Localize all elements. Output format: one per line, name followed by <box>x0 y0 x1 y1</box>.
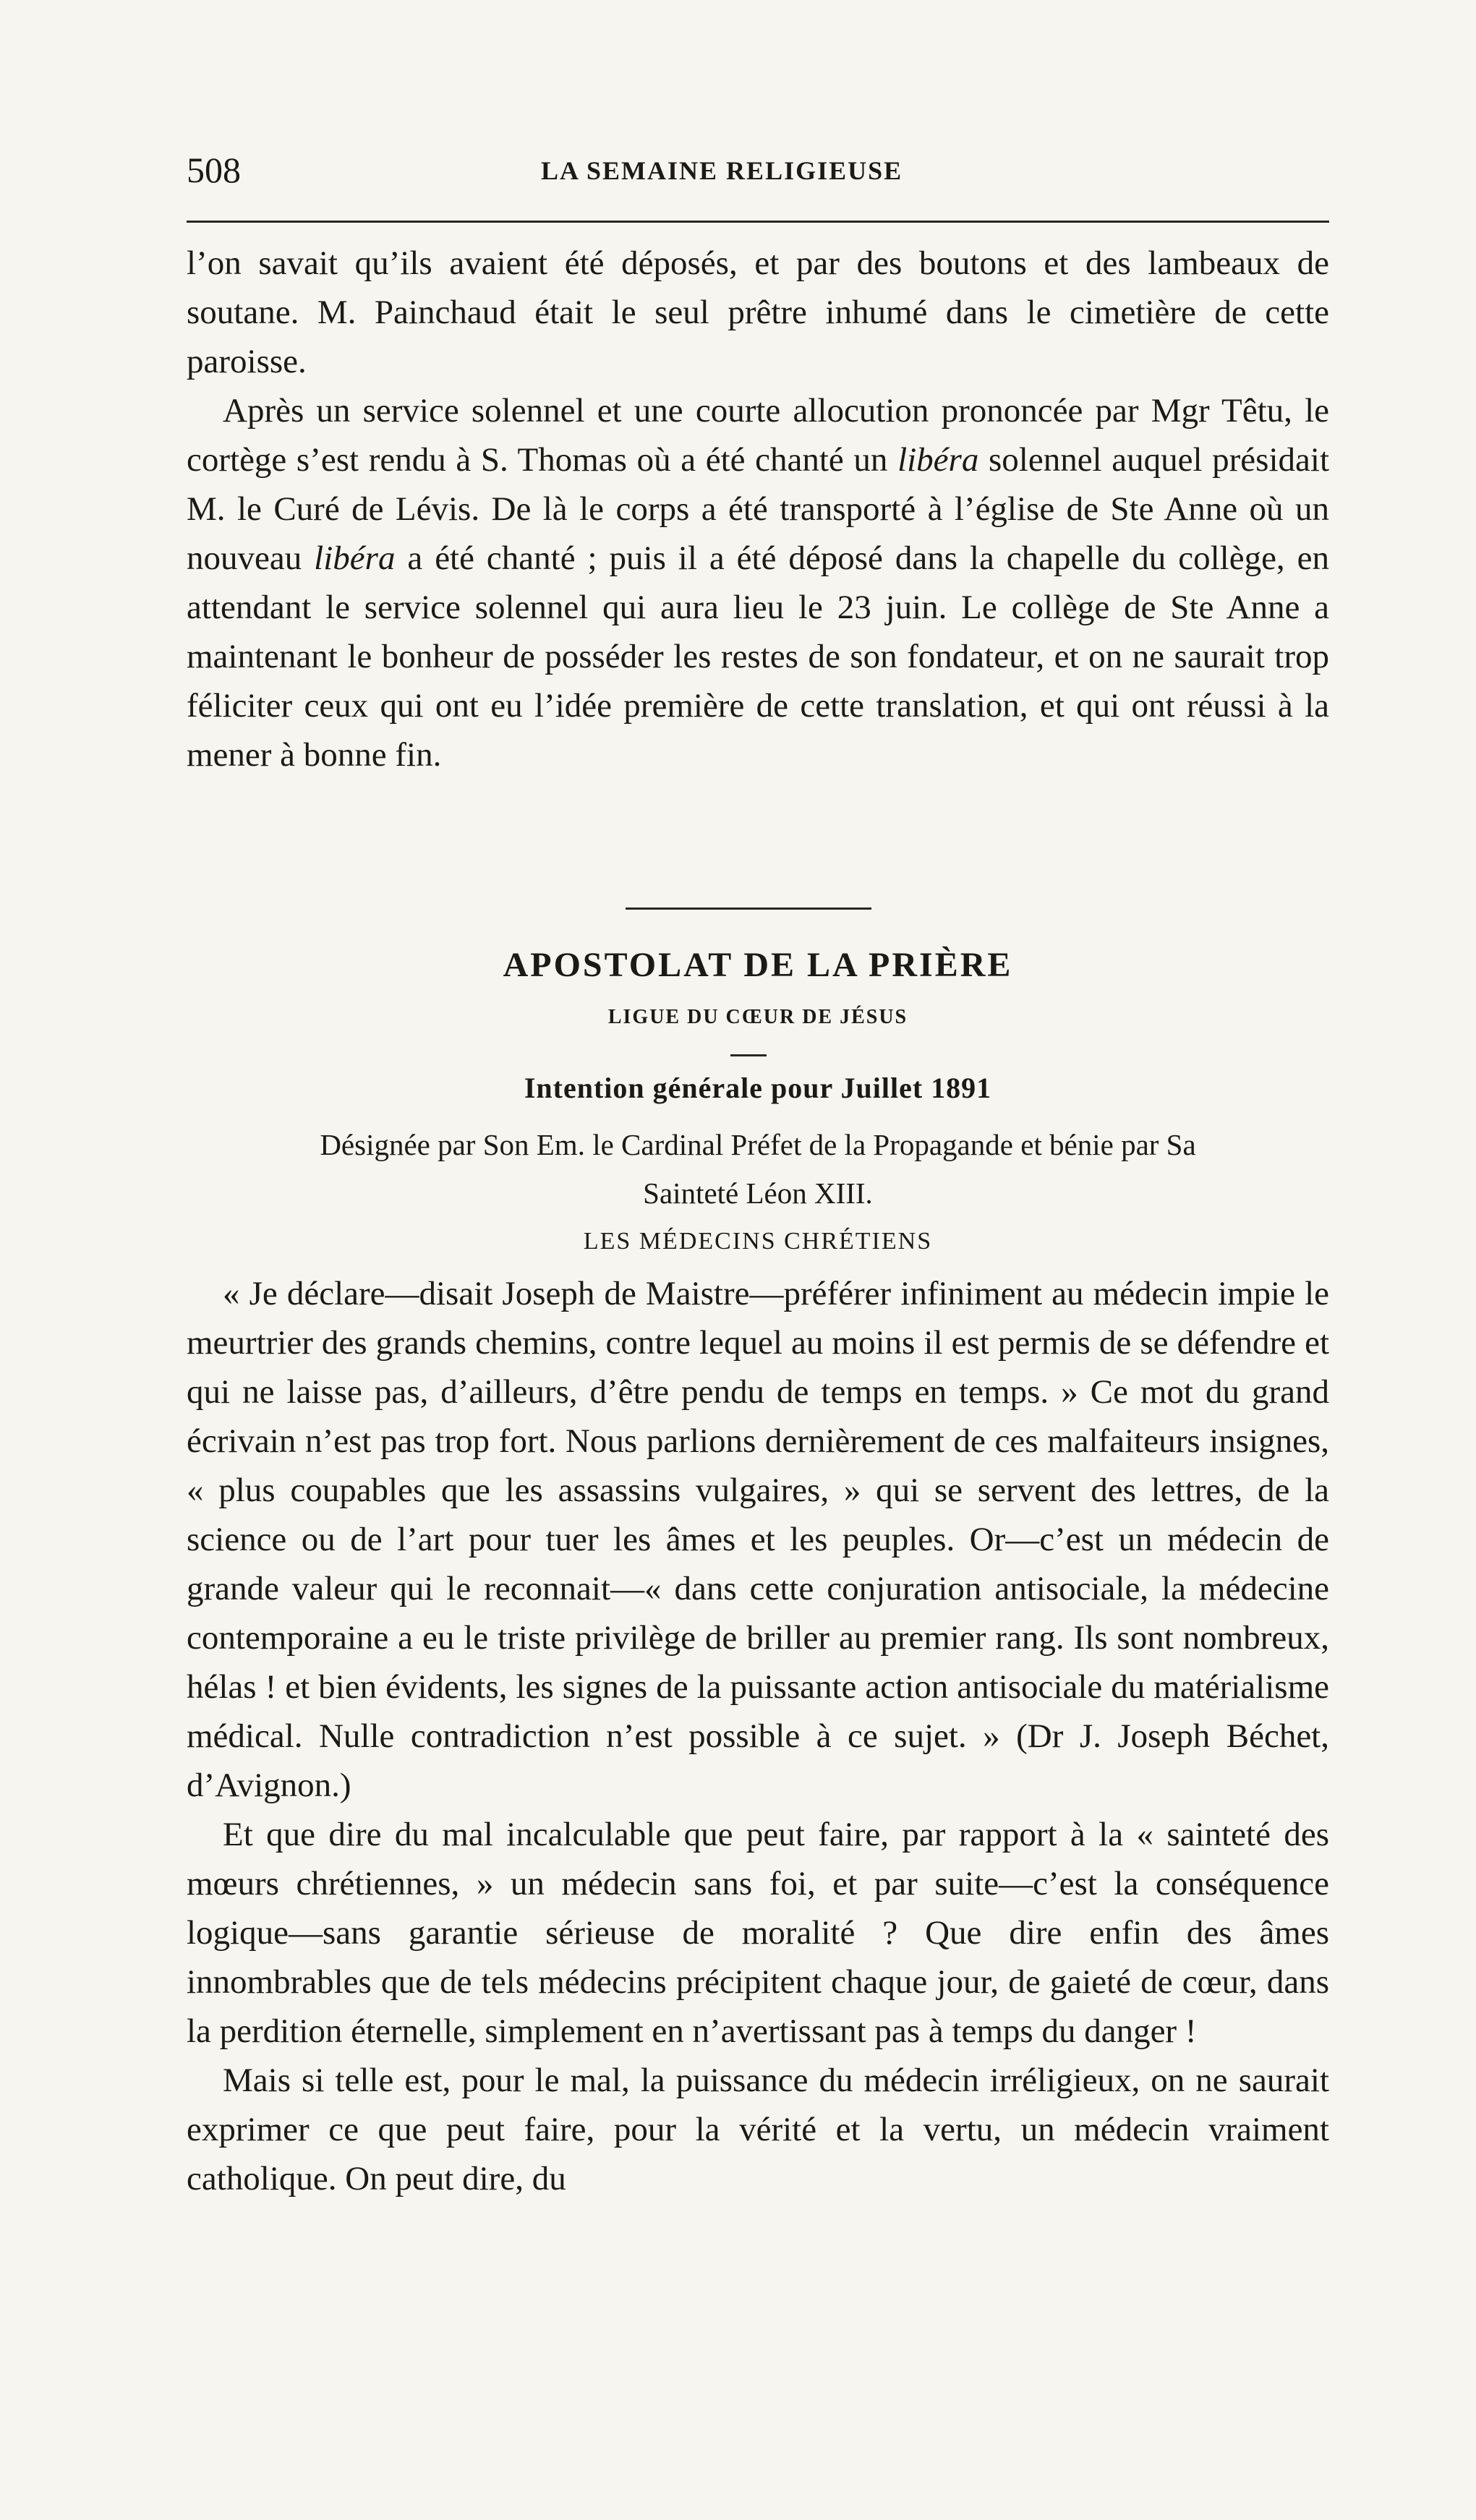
section-title: APOSTOLAT DE LA PRIÈRE <box>503 946 1013 984</box>
intro-text <box>187 239 1329 780</box>
intro-p2-part2: solennel auquel présidait M. le Curé de Lévis. De là le corps a été transporté à l’église de Ste Anne où un nouveau <box>187 441 1329 577</box>
intro-p2-part3: a été chanté ; puis il a été déposé dans la chapelle du collège, en attendant le service solennel qui aura lieu le 23 juin. Le collège de Ste Anne a maintenant le bonheur de posséder les restes de son fondateur, et on ne saurait trop féliciter ceux qui ont eu l’idée première de cette translation, et qui ont réussi à la mener à bonne fin. <box>187 539 1329 774</box>
libera-italic-1: libéra <box>897 441 979 479</box>
article-subhead: LES MÉDECINS CHRÉTIENS <box>583 1228 933 1255</box>
article-paragraph-1: « Je déclare—disait Joseph de Maistre—préférer infiniment au médecin impie le meurtrier des grands chemins, contre lequel au moins il est permis de se défendre et qui ne laisse pas, d’ailleurs, d’être pendu de temps en temps. » Ce mot du grand écrivain n’est pas trop fort. Nous parlions dernièrement de ces malfaiteurs insignes, « plus coupables que les assassins vulgaires, » qui se servent des lettres, de la science ou de l’art pour tuer les âmes et les peuples. Or—c’est un médecin de grande valeur qui le reconnait—« dans cette conjuration antisociale, la médecine contemporaine a eu le triste privilège de briller au premier rang. Ils sont nombreux, hélas ! et bien évidents, les signes de la puissante action antisociale du matérialisme médical. Nulle contradiction n’est possible à ce sujet. » (Dr J. Joseph Béchet, d’Avignon.) <box>187 1275 1329 1804</box>
page-header <box>187 148 1329 192</box>
running-title: LA SEMAINE RELIGIEUSE <box>541 156 903 185</box>
designation-line: Désignée par Son Em. le Cardinal Préfet de la Propagande et bénie par Sa Sainteté Léon XIII. <box>320 1128 1196 1210</box>
intro-paragraph-1: l’on savait qu’ils avaient été déposés, et par des boutons et des lambeaux de soutane. M. Painchaud était le seul prêtre inhumé dans le cimetière de cette paroisse. <box>187 244 1329 380</box>
section-subtitle: LIGUE DU CŒUR DE JÉSUS <box>607 1006 908 1028</box>
subtitle-rule <box>730 1054 767 1056</box>
intro-p2-part1: Après un service solennel et une courte allocution prononcée par Mgr Têtu, le cortège s’est rendu à S. Thomas où a été chanté un <box>187 392 1329 479</box>
intention-heading: Intention générale pour Juillet 1891 <box>524 1072 992 1104</box>
page-number: 508 <box>187 150 241 190</box>
section-divider <box>626 907 871 910</box>
header-rule <box>187 221 1329 223</box>
libera-italic-2: libéra <box>314 539 396 577</box>
article-paragraph-2: Et que dire du mal incalculable que peut faire, par rapport à la « sainteté des mœurs chrétiennes, » un médecin sans foi, et par suite—c’est la conséquence logique—sans garantie sérieuse de moralité ? Que dire enfin des âmes innombrables que de tels médecins précipitent chaque jour, de gaieté de cœur, dans la perdition éternelle, simplement en n’avertissant pas à temps du danger ! <box>187 1816 1329 2050</box>
article-paragraph-3: Mais si telle est, pour le mal, la puissance du médecin irréligieux, on ne saurait exprimer ce que peut faire, pour la vérité et la vertu, un médecin vraiment catholique. On peut dire, du <box>187 2062 1329 2197</box>
intro-paragraph-2 <box>187 386 1329 780</box>
article-text <box>187 1269 1329 2203</box>
